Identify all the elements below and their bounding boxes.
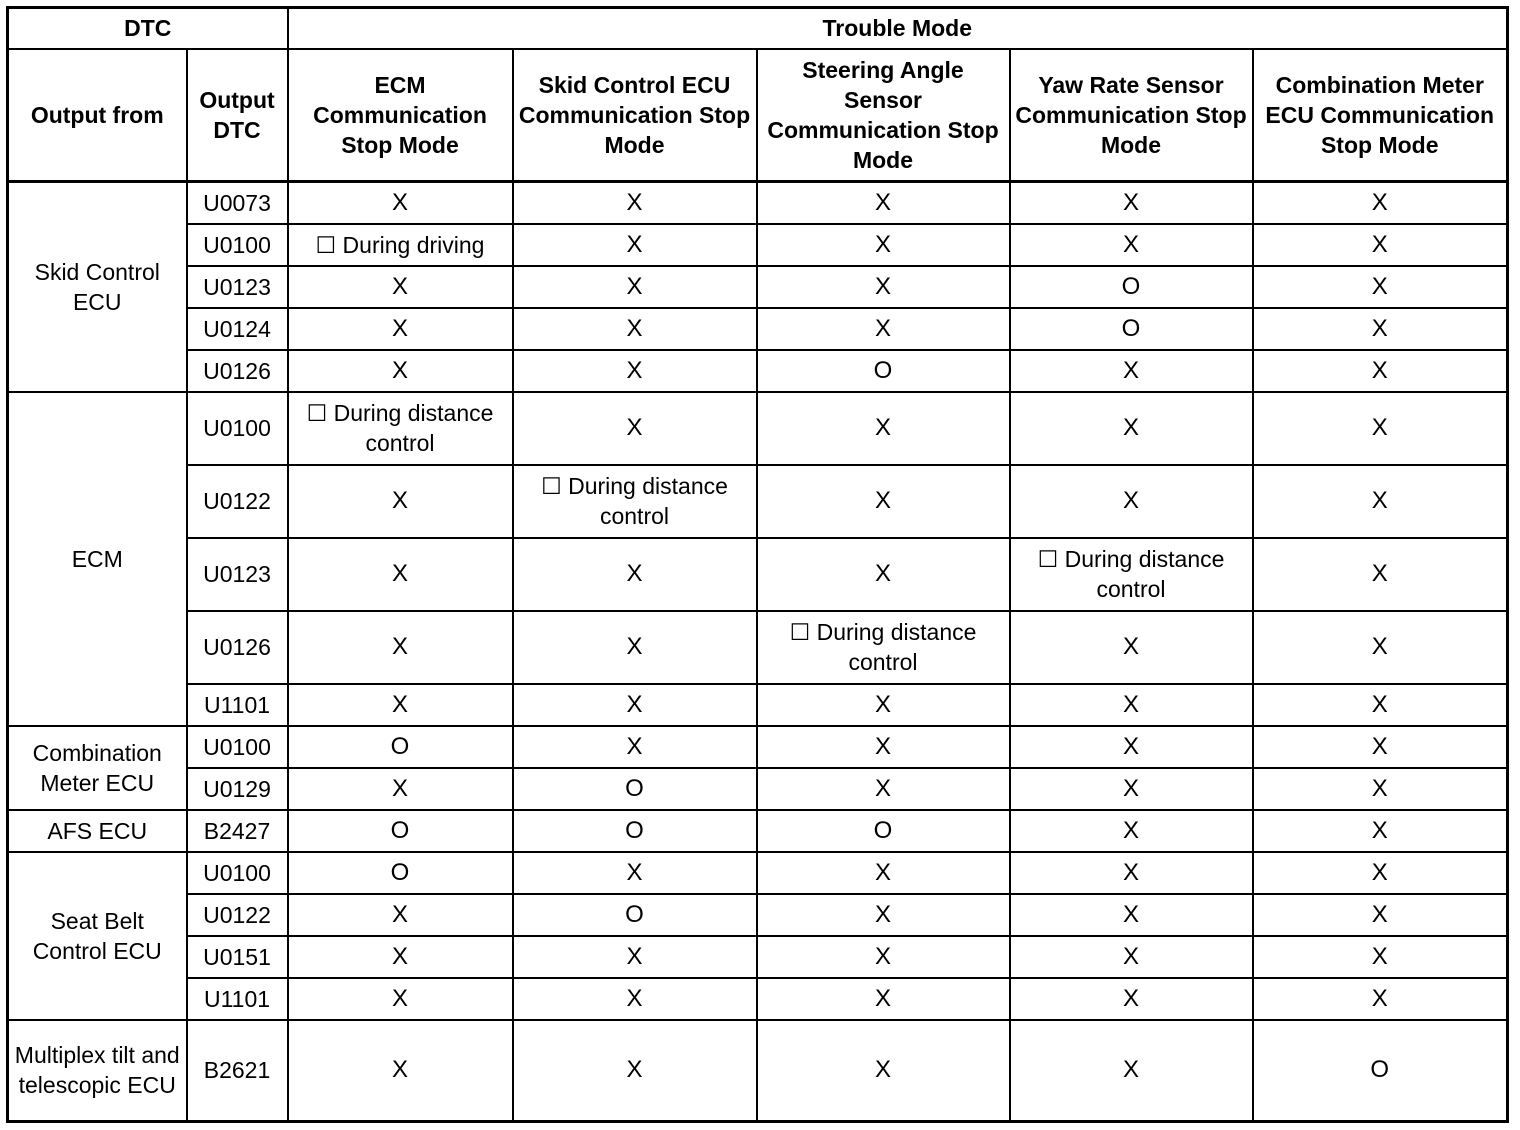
output-from-header: Output from: [8, 49, 187, 182]
table-row: [8, 182, 1508, 224]
mode-cell: X: [1010, 894, 1253, 936]
mode-cell: X: [1253, 465, 1508, 538]
mode-cell: X: [1010, 224, 1253, 266]
mode-cell: X: [288, 768, 513, 810]
mode-cell: X: [1253, 392, 1508, 465]
mode-cell: X: [1010, 350, 1253, 392]
mode-cell: X: [513, 1020, 757, 1122]
mode-cell: X: [513, 266, 757, 308]
mode-cell: X: [288, 1020, 513, 1122]
table-row: [8, 1020, 1508, 1122]
mode-cell: ☐ During distance control: [757, 611, 1010, 684]
mode-cell: X: [1253, 726, 1508, 768]
mode-cell: X: [288, 611, 513, 684]
table-row: [8, 684, 1508, 726]
dtc-code: U1101: [187, 684, 288, 726]
mode-cell: X: [757, 266, 1010, 308]
mode-cell: X: [513, 936, 757, 978]
table-row: [8, 611, 1508, 684]
table-row: [8, 392, 1508, 465]
mode-cell: ☐ During distance control: [1010, 538, 1253, 611]
mode-cell: X: [757, 538, 1010, 611]
mode-cell: X: [1253, 308, 1508, 350]
dtc-code: U0123: [187, 538, 288, 611]
dtc-code: U0124: [187, 308, 288, 350]
dtc-code: U1101: [187, 978, 288, 1020]
mode-cell: X: [513, 308, 757, 350]
mode-cell: O: [513, 810, 757, 852]
output-dtc-header: Output DTC: [187, 49, 288, 182]
mode-cell: X: [513, 611, 757, 684]
mode-cell: X: [288, 978, 513, 1020]
group-source-seat-belt-control-ecu: Seat Belt Control ECU: [8, 852, 187, 1020]
dtc-code: U0100: [187, 392, 288, 465]
mode-cell: X: [288, 894, 513, 936]
mode-cell: X: [288, 538, 513, 611]
mode-cell: X: [1010, 978, 1253, 1020]
mode-cell: X: [513, 726, 757, 768]
mode-cell: X: [757, 465, 1010, 538]
mode-cell: O: [513, 768, 757, 810]
dtc-code: U0122: [187, 894, 288, 936]
mode-cell: X: [1253, 894, 1508, 936]
mode-cell: X: [1010, 611, 1253, 684]
mode-cell: ☐ During distance control: [513, 465, 757, 538]
mode-cell: X: [757, 852, 1010, 894]
mode-header-skid-control: Skid Control ECU Communication Stop Mode: [513, 49, 757, 182]
mode-cell: X: [757, 726, 1010, 768]
mode-header-combination-meter: Combination Meter ECU Communication Stop Mode: [1253, 49, 1508, 182]
dtc-code: U0123: [187, 266, 288, 308]
mode-cell: X: [1010, 182, 1253, 224]
mode-cell: X: [1253, 852, 1508, 894]
dtc-code: U0100: [187, 852, 288, 894]
table-row: [8, 465, 1508, 538]
dtc-code: U0073: [187, 182, 288, 224]
mode-cell: X: [1253, 182, 1508, 224]
mode-cell: X: [1253, 936, 1508, 978]
mode-cell: X: [757, 936, 1010, 978]
table-row: [8, 726, 1508, 768]
table-row: [8, 978, 1508, 1020]
dtc-code: U0151: [187, 936, 288, 978]
mode-cell: X: [513, 684, 757, 726]
mode-cell: ☐ During distance control: [288, 392, 513, 465]
mode-header-steering-angle: Steering Angle Sensor Communication Stop Mode: [757, 49, 1010, 182]
table-row: [8, 810, 1508, 852]
table-row: [8, 852, 1508, 894]
group-source-skid-control-ecu: Skid Control ECU: [8, 182, 187, 392]
mode-cell: X: [1010, 684, 1253, 726]
mode-cell: X: [1010, 726, 1253, 768]
mode-cell: X: [288, 182, 513, 224]
mode-cell: X: [513, 350, 757, 392]
dtc-code: U0126: [187, 350, 288, 392]
mode-cell: X: [288, 266, 513, 308]
mode-cell: O: [1010, 308, 1253, 350]
mode-cell: X: [513, 978, 757, 1020]
group-source-afs-ecu: AFS ECU: [8, 810, 187, 852]
dtc-code: U0100: [187, 726, 288, 768]
table-row: [8, 894, 1508, 936]
mode-cell: X: [288, 350, 513, 392]
mode-cell: X: [513, 852, 757, 894]
mode-cell: X: [757, 182, 1010, 224]
table-row: [8, 538, 1508, 611]
mode-cell: X: [757, 978, 1010, 1020]
table-row: [8, 266, 1508, 308]
mode-cell: X: [1253, 224, 1508, 266]
mode-cell: X: [288, 308, 513, 350]
mode-cell: X: [757, 308, 1010, 350]
mode-cell: X: [1010, 392, 1253, 465]
mode-cell: X: [757, 392, 1010, 465]
mode-cell: X: [1253, 266, 1508, 308]
group-source-multiplex-tilt-telescopic-ecu: Multiplex tilt and telescopic ECU: [8, 1020, 187, 1122]
mode-cell: X: [513, 538, 757, 611]
mode-cell: X: [1010, 852, 1253, 894]
dtc-code: U0122: [187, 465, 288, 538]
mode-cell: O: [1253, 1020, 1508, 1122]
mode-cell: O: [757, 810, 1010, 852]
mode-cell: X: [288, 465, 513, 538]
mode-cell: X: [757, 768, 1010, 810]
mode-cell: O: [288, 726, 513, 768]
mode-cell: ☐ During driving: [288, 224, 513, 266]
table-row: [8, 768, 1508, 810]
group-source-ecm: ECM: [8, 392, 187, 726]
group-source-combination-meter-ecu: Combination Meter ECU: [8, 726, 187, 810]
mode-cell: X: [1010, 810, 1253, 852]
table-row: [8, 350, 1508, 392]
mode-cell: X: [513, 182, 757, 224]
mode-cell: X: [1253, 810, 1508, 852]
dtc-code: B2427: [187, 810, 288, 852]
dtc-code: U0100: [187, 224, 288, 266]
table-row: [8, 936, 1508, 978]
mode-cell: X: [288, 936, 513, 978]
mode-cell: O: [288, 810, 513, 852]
mode-cell: X: [757, 1020, 1010, 1122]
mode-cell: X: [513, 224, 757, 266]
dtc-code: B2621: [187, 1020, 288, 1122]
dtc-header: DTC: [8, 8, 288, 49]
mode-cell: O: [513, 894, 757, 936]
mode-cell: X: [288, 684, 513, 726]
mode-header-ecm: ECM Communication Stop Mode: [288, 49, 513, 182]
trouble-mode-header: Trouble Mode: [288, 8, 1508, 49]
mode-cell: X: [1253, 538, 1508, 611]
dtc-code: U0129: [187, 768, 288, 810]
mode-cell: X: [757, 894, 1010, 936]
mode-cell: X: [1253, 684, 1508, 726]
mode-cell: X: [1010, 465, 1253, 538]
mode-cell: O: [1010, 266, 1253, 308]
mode-cell: X: [1253, 768, 1508, 810]
mode-cell: X: [1253, 611, 1508, 684]
mode-cell: X: [1253, 350, 1508, 392]
mode-cell: X: [757, 684, 1010, 726]
mode-cell: X: [1253, 978, 1508, 1020]
mode-cell: X: [513, 392, 757, 465]
table-row: [8, 224, 1508, 266]
mode-cell: X: [757, 224, 1010, 266]
mode-cell: O: [757, 350, 1010, 392]
dtc-trouble-mode-table: [6, 6, 1509, 1123]
mode-cell: X: [1010, 936, 1253, 978]
mode-cell: O: [288, 852, 513, 894]
mode-cell: X: [1010, 1020, 1253, 1122]
dtc-code: U0126: [187, 611, 288, 684]
table-row: [8, 308, 1508, 350]
mode-header-yaw-rate: Yaw Rate Sensor Communication Stop Mode: [1010, 49, 1253, 182]
mode-cell: X: [1010, 768, 1253, 810]
